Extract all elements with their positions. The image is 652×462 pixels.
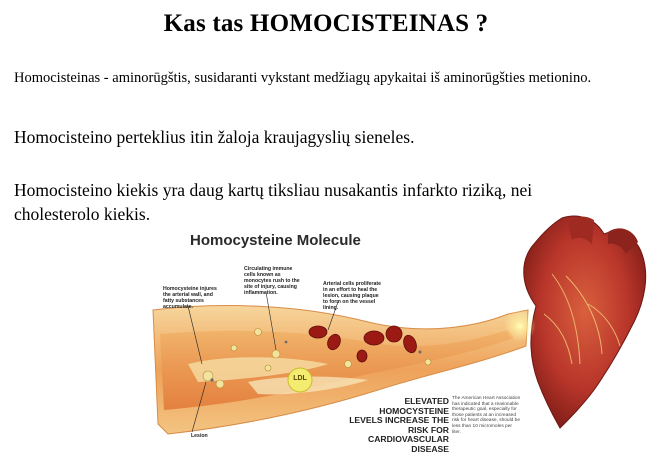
elevated-caption: ELEVATED HOMOCYSTEINE LEVELS INCREASE THE RISK FOR CARDIOVASCULAR DISEASE <box>349 396 449 454</box>
risk-paragraph: Homocisteino kiekis yra daug kartų tiksliau nusakantis infarkto riziką, nei cholesterolo kiekis. <box>14 180 533 224</box>
definition-paragraph: Homocisteinas - aminorūgštis, susidaranti vykstant medžiagų apykaitai iš aminorūgšties metionino. <box>14 70 592 86</box>
lesion-label: Lesion <box>191 433 208 439</box>
ldl-label: LDL <box>293 375 307 382</box>
figure-title: Homocysteine Molecule <box>190 232 361 249</box>
aha-note: The American Heart Association has indicated that a reasonable therapeutic goal, especially for those patients at an increased risk for heart disease, should be less than 10 micromoles per liter. <box>452 396 521 435</box>
damage-paragraph: Homocisteino perteklius itin žaloja kraujagyslių sieneles. <box>14 127 415 147</box>
immune-label: Circulating immune cells known as monocytes rush to the site of injury, causing inflammation. <box>244 266 300 296</box>
injury-label: Homocysteine injures the arterial wall, and fatty substances accumulate. <box>163 286 217 310</box>
arterial-label: Arterial cells proliferate in an effort to heal the lesion, causing plaque to form on the vessel lining. <box>323 281 381 311</box>
page-title: Kas tas HOMOCISTEINAS ? <box>163 10 489 37</box>
